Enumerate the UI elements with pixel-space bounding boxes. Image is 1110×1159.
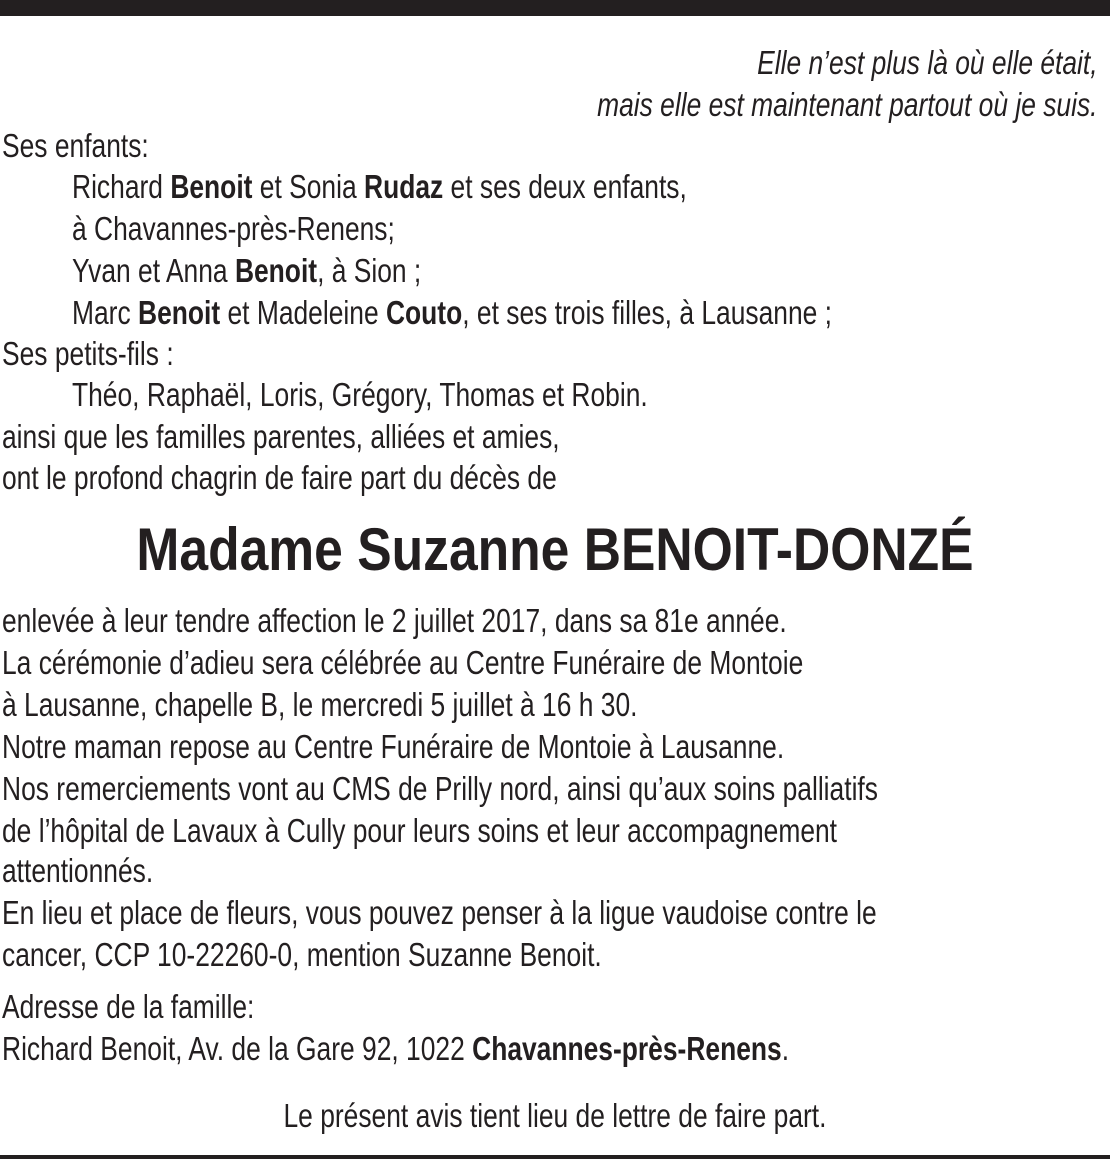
body-line-9: cancer, CCP 10-22260-0, mention Suzanne Benoit.	[2, 936, 602, 973]
deceased-name: Madame Suzanne BENOIT-DONZÉ	[136, 516, 974, 583]
top-rule	[0, 0, 1110, 16]
body-line-2: La cérémonie d’adieu sera célébrée au Centre Funéraire de Montoie	[2, 644, 804, 681]
body-line-1: enlevée à leur tendre affection le 2 juillet 2017, dans sa 81e année.	[2, 602, 787, 639]
address-heading: Adresse de la famille:	[2, 988, 255, 1025]
body-line-6: de l’hôpital de Lavaux à Cully pour leurs soins et leur accompagnement	[2, 812, 838, 849]
grandchildren-names: Théo, Raphaël, Loris, Grégory, Thomas et Robin.	[72, 376, 648, 413]
body-line-5: Nos remerciements vont au CMS de Prilly nord, ainsi qu’aux soins palliatifs	[2, 770, 878, 807]
children-heading: Ses enfants:	[2, 127, 149, 164]
family-line-1: ainsi que les familles parentes, alliées et amies,	[2, 418, 560, 455]
epigraph-line-1: Elle n’est plus là où elle était,	[757, 44, 1098, 81]
child-marc: Marc Benoit et Madeleine Couto, et ses trois filles, à Lausanne ;	[72, 294, 833, 331]
body-line-4: Notre maman repose au Centre Funéraire de Montoie à Lausanne.	[2, 728, 785, 765]
body-line-7: attentionnés.	[2, 852, 154, 889]
child-yvan: Yvan et Anna Benoit, à Sion ;	[72, 252, 422, 289]
child-richard: Richard Benoit et Sonia Rudaz et ses deux enfants,	[72, 168, 687, 205]
closing-note: Le présent avis tient lieu de lettre de faire part.	[283, 1097, 827, 1134]
address-line: Richard Benoit, Av. de la Gare 92, 1022 Chavannes-près-Renens.	[2, 1030, 790, 1067]
child-richard-place: à Chavannes-près-Renens;	[72, 210, 395, 247]
body-line-8: En lieu et place de fleurs, vous pouvez penser à la ligue vaudoise contre le	[2, 894, 877, 931]
bottom-rule	[0, 1155, 1110, 1159]
epigraph-line-2: mais elle est maintenant partout où je suis.	[597, 86, 1098, 123]
family-line-2: ont le profond chagrin de faire part du décès de	[2, 459, 557, 496]
grandchildren-heading: Ses petits-fils :	[2, 335, 174, 372]
body-line-3: à Lausanne, chapelle B, le mercredi 5 juillet à 16 h 30.	[2, 686, 638, 723]
